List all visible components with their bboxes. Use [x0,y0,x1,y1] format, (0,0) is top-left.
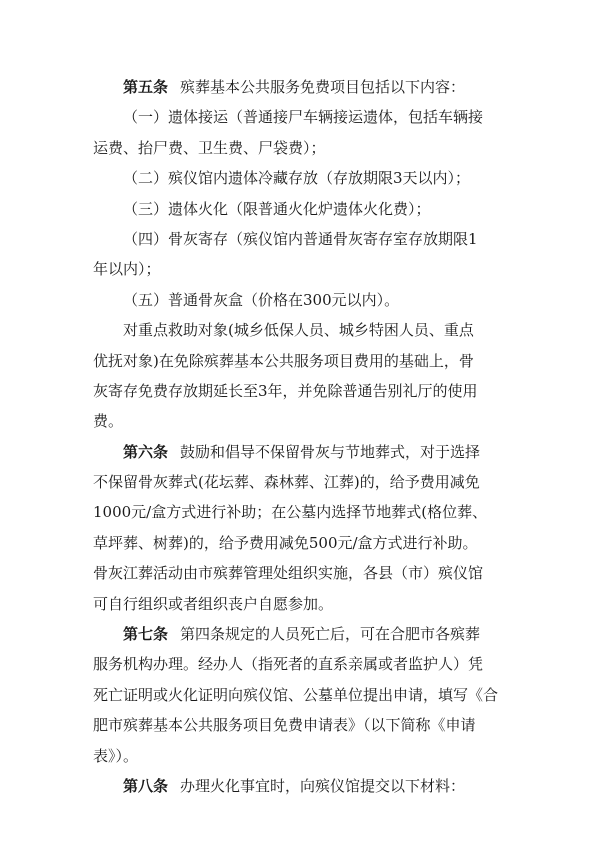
article-5-text: 殡葬基本公共服务免费项目包括以下内容： [180,78,466,96]
article-5-paragraph-cont: 优抚对象)在免除殡葬基本公共服务项目费用的基础上，骨 [93,351,474,370]
article-7-text: 第四条规定的人员死亡后，可在合肥市各殡葬 [180,625,481,644]
article-5-paragraph: 对重点救助对象(城乡低保人员、城乡特困人员、重点 [123,321,474,340]
article-7-number: 第七条 [123,625,169,644]
article-6-text-cont: 草坪葬、树葬)的，给予费用减免500元/盒方式进行补助。 [93,533,478,552]
article-5-item-4: （四）骨灰寄存（殡仪馆内普通骨灰寄存室存放期限1 [123,229,478,248]
article-6-text-cont: 1000元/盒方式进行补助；在公墓内选择节地葬式(格位葬、 [93,503,488,522]
article-5-number: 第五条 [123,78,169,96]
article-5-item-3: （三）遗体火化（限普通火化炉遗体火化费）； [123,199,431,218]
article-5-heading [93,72,511,102]
article-7-text-cont: 死亡证明或火化证明向殡仪馆、公墓单位提出申请，填写《合 [93,685,499,704]
article-6-text-cont: 骨灰江葬活动由市殡葬管理处组织实施，各县（市）殡仪馆 [93,564,484,583]
article-7-text-cont: 表》）。 [93,746,139,765]
article-6-text-cont: 不保留骨灰葬式(花坛葬、森林葬、江葬)的，给予费用减免 [93,473,480,492]
article-5-item-4-cont: 年以内）； [93,260,161,279]
article-5-item-5: （五）普通骨灰盒（价格在300元以内）。 [123,290,400,309]
article-6-text: 鼓励和倡导不保留骨灰与节地葬式，对于选择 [180,442,481,461]
article-5-item-1-cont: 运费、抬尸费、卫生费、尸袋费）； [93,138,326,157]
article-5-item-1: （一）遗体接运（普通接尸车辆接运遗体，包括车辆接 [123,108,484,127]
article-8-text: 办理火化事宜时，向殡仪馆提交以下材料： [180,776,466,795]
article-6-heading [93,437,511,467]
article-5-paragraph-cont: 费。 [93,412,124,431]
article-8-heading [93,771,511,801]
article-7-text-cont: 服务机构办理。经办人（指死者的直系亲属或者监护人）凭 [93,655,484,674]
article-5-paragraph-cont: 灰寄存免费存放期延长至3年，并免除普通告别礼厅的使用 [93,381,478,400]
article-7-text-cont: 肥市殡葬基本公共服务项目免费申请表》（以下简称《申请 [93,716,476,735]
article-6-number: 第六条 [123,442,169,461]
article-8-number: 第八条 [123,776,169,795]
document-body [93,72,511,801]
article-5-item-2: （二）殡仪馆内遗体冷藏存放（存放期限3天以内）； [123,169,471,188]
article-7-heading [93,619,511,649]
article-6-text-cont: 可自行组织或者组织丧户自愿参加。 [93,594,334,613]
